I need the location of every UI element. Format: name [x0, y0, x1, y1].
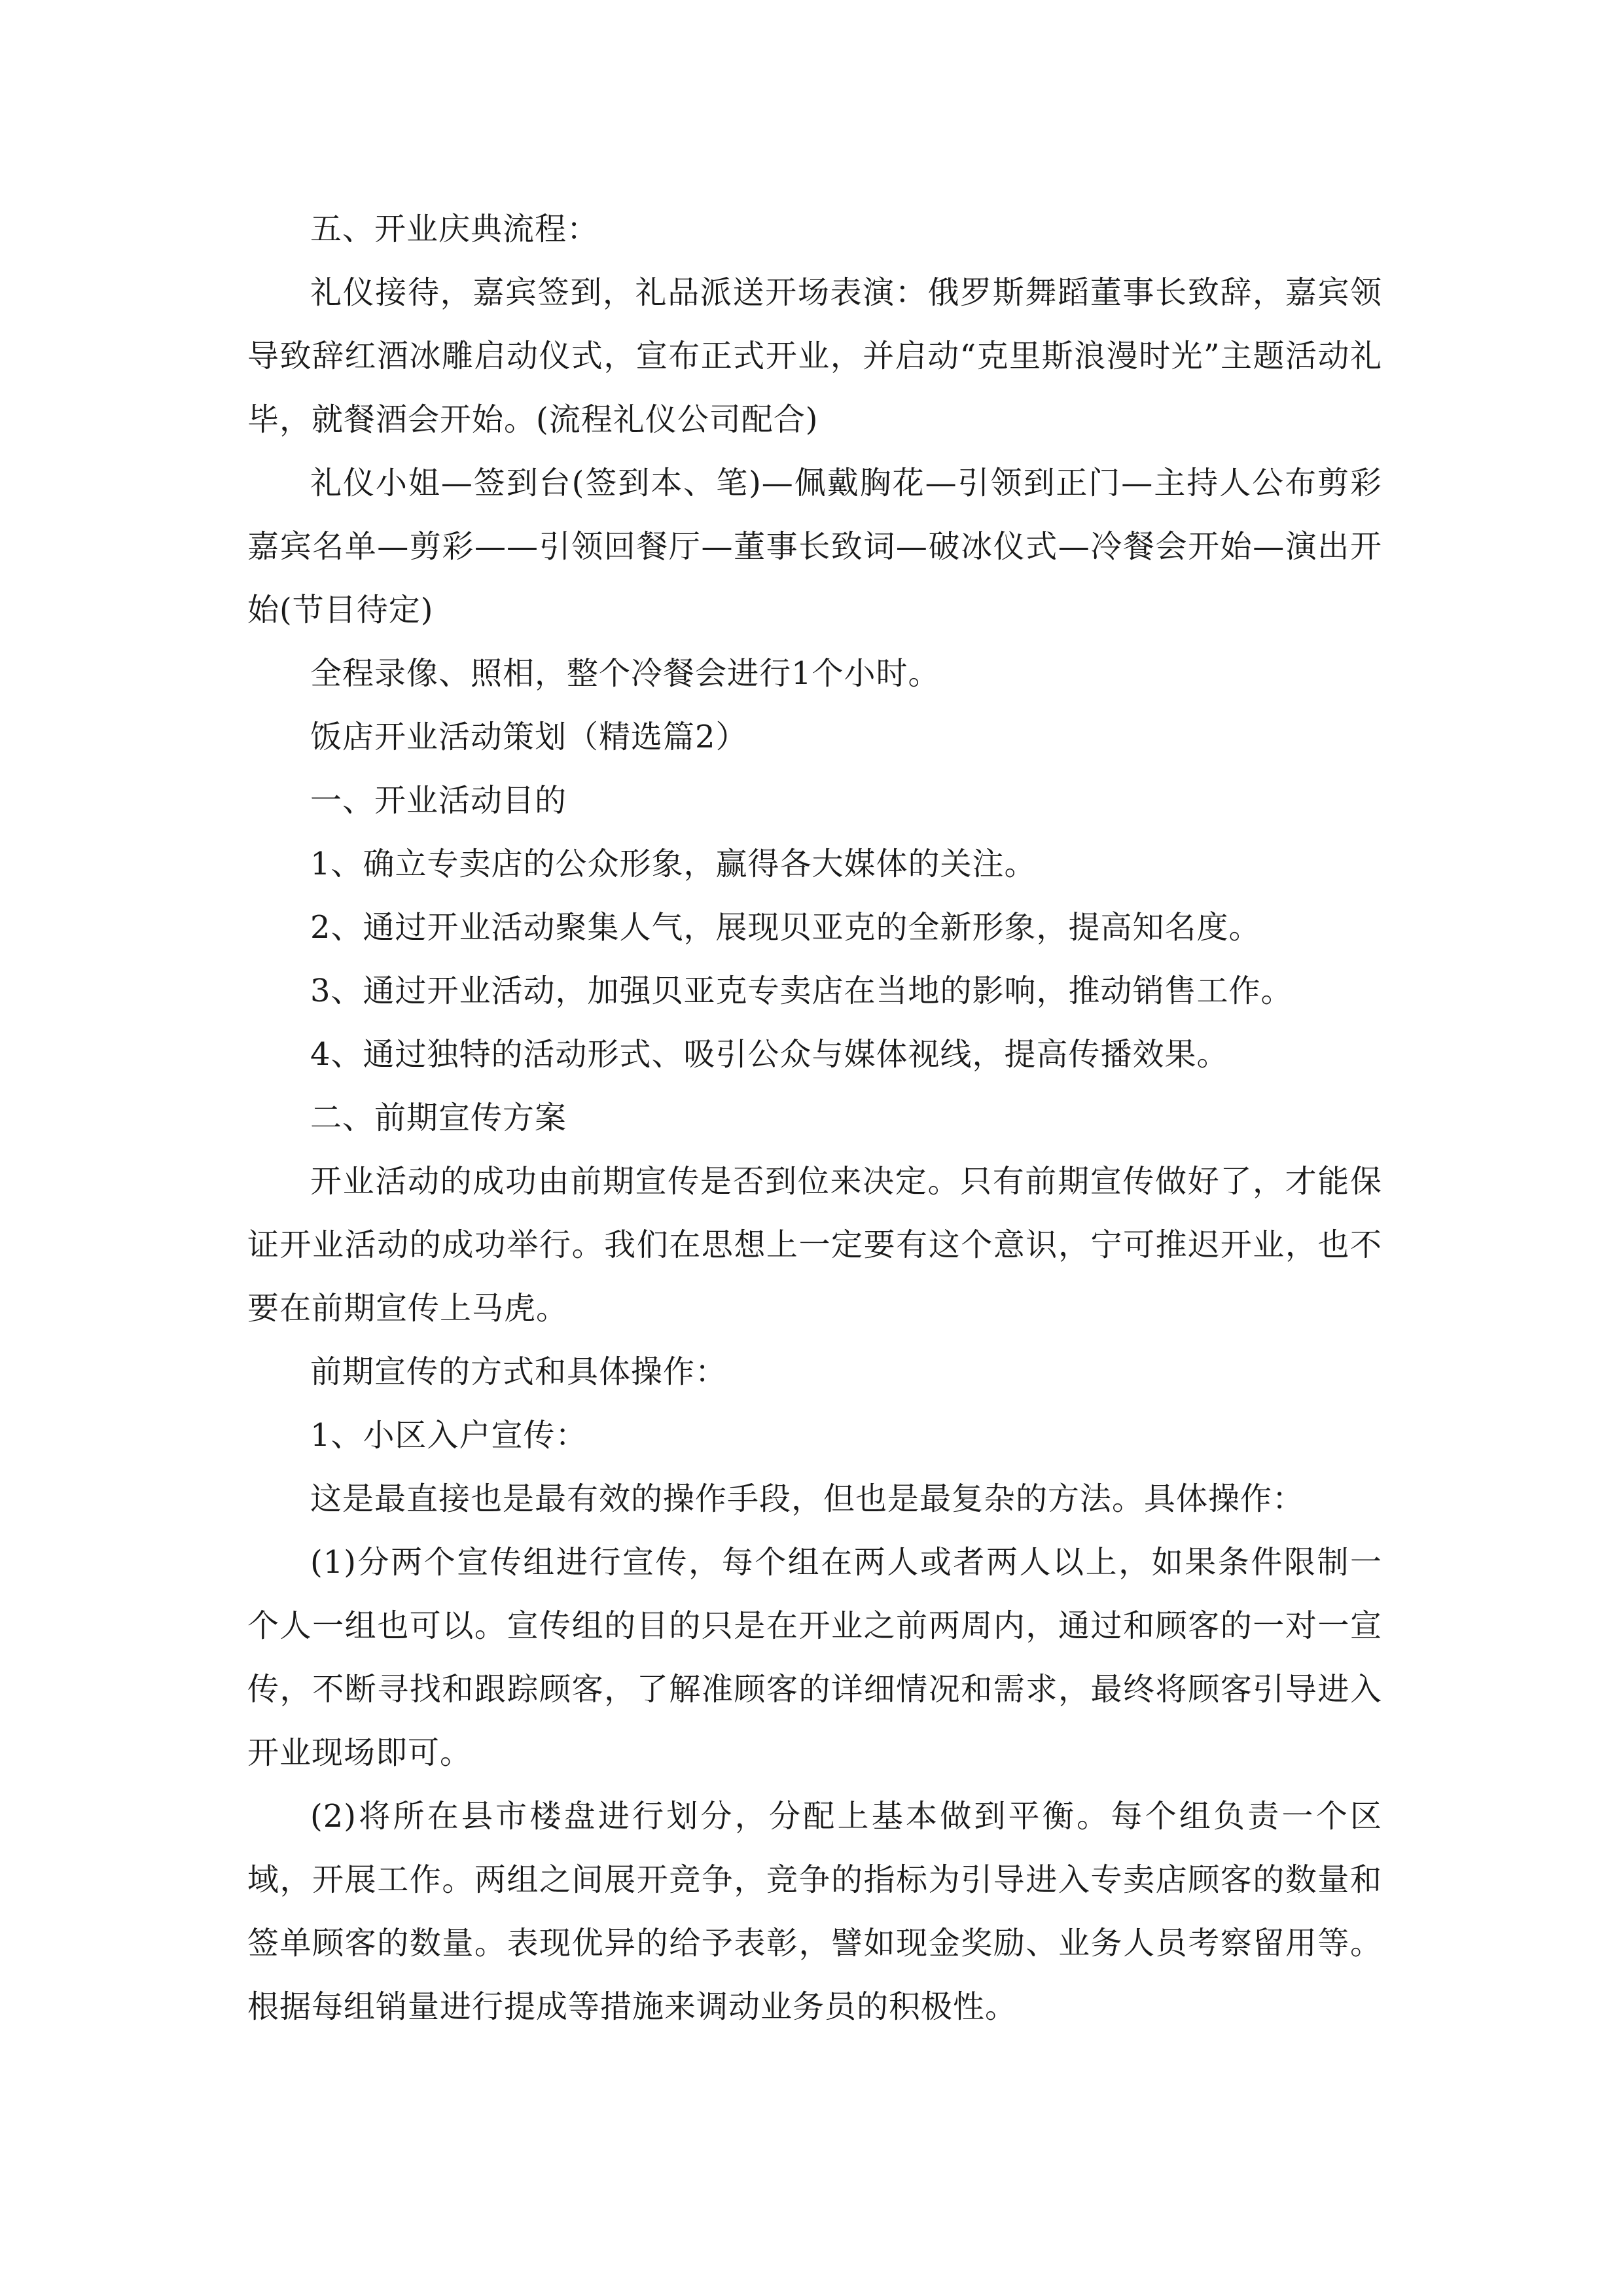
paragraph-recording-note: 全程录像、照相，整个冷餐会进行1个小时。 — [310, 655, 940, 692]
paragraph-publicity-methods-intro: 前期宣传的方式和具体操作： — [310, 1354, 728, 1390]
list-item-purpose-3: 3、通过开业活动，加强贝亚克专卖店在当地的影响，推动销售工作。 — [310, 973, 1293, 1009]
list-item-purpose-1: 1、确立专卖店的公众形象，赢得各大媒体的关注。 — [310, 846, 1037, 882]
section-title-selected-2: 饭店开业活动策划（精选篇2） — [310, 719, 748, 755]
heading-opening-ceremony-process: 五、开业庆典流程： — [310, 211, 599, 247]
heading-community-door-to-door: 1、小区入户宣传： — [310, 1417, 588, 1454]
paragraph-door-to-door-intro: 这是最直接也是最有效的操作手段，但也是最复杂的方法。具体操作： — [310, 1480, 1305, 1517]
heading-activity-purpose: 一、开业活动目的 — [310, 782, 567, 819]
paragraph-step-1-teams: (1)分两个宣传组进行宣传，每个组在两人或者两人以上，如果条件限制一个人一组也可以。宣传组的目的只是在开业之前两周内，通过和顾客的一对一宣传，不断寻找和跟踪顾客，了解准顾客的详细情况和需求，最终将顾客引导进入开业现场即可。 — [247, 1544, 1382, 1771]
paragraph-step-2-areas: (2)将所在县市楼盘进行划分，分配上基本做到平衡。每个组负责一个区域，开展工作。两组之间展开竞争，竞争的指标为引导进入专卖店顾客的数量和签单顾客的数量。表现优异的给予表彰，譬如现金奖励、业务人员考察留用等。根据每组销量进行提成等措施来调动业务员的积极性。 — [247, 1798, 1382, 2025]
paragraph-ceremony-overview: 礼仪接待，嘉宾签到，礼品派送开场表演：俄罗斯舞蹈董事长致辞，嘉宾领导致辞红酒冰雕启动仪式，宣布正式开业，并启动“克里斯浪漫时光”主题活动礼毕，就餐酒会开始。(流程礼仪公司配合) — [247, 274, 1382, 438]
heading-pre-publicity-plan: 二、前期宣传方案 — [310, 1100, 567, 1136]
list-item-purpose-2: 2、通过开业活动聚集人气，展现贝亚克的全新形象，提高知名度。 — [310, 909, 1261, 946]
paragraph-ceremony-sequence: 礼仪小姐—签到台(签到本、笔)—佩戴胸花—引领到正门—主持人公布剪彩嘉宾名单—剪彩——引领回餐厅—董事长致词—破冰仪式—冷餐会开始—演出开始(节目待定) — [247, 465, 1382, 628]
list-item-purpose-4: 4、通过独特的活动形式、吸引公众与媒体视线，提高传播效果。 — [310, 1036, 1229, 1073]
document-body — [247, 198, 1382, 2039]
paragraph-publicity-importance: 开业活动的成功由前期宣传是否到位来决定。只有前期宣传做好了，才能保证开业活动的成功举行。我们在思想上一定要有这个意识，宁可推迟开业，也不要在前期宣传上马虎。 — [247, 1163, 1382, 1327]
